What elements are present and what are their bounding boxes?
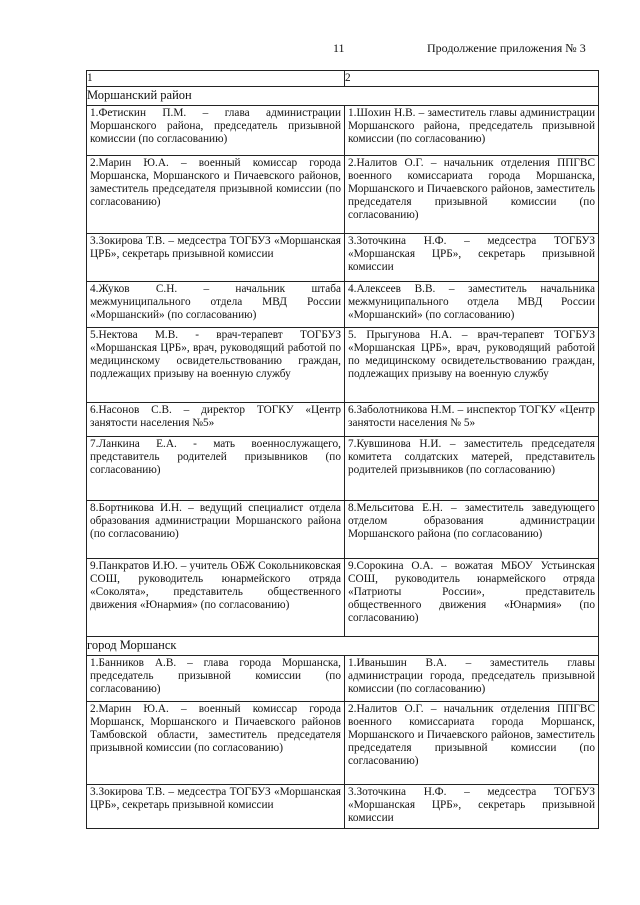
main-member-cell: 5.Нектова М.В. - врач-терапевт ТОГБУЗ «Моршанская ЦРБ», врач, руководящий работой по медицинскому освидетельствованию граждан, подлежащих призыву на военную службу (87, 328, 345, 403)
table-row (87, 656, 599, 702)
reserve-member-cell: 3.Зоточкина Н.Ф. – медсестра ТОГБУЗ «Моршанская ЦРБ», секретарь призывной комиссии (345, 234, 599, 282)
section-title-morshansky-district: Моршанский район (87, 87, 599, 106)
table-row (87, 702, 599, 785)
main-member-cell: 2.Марин Ю.А. – военный комиссар города Моршанск, Моршанского и Пичаевского районов Тамбовской области, заместитель председателя призывной комиссии (по согласованию) (87, 702, 345, 785)
reserve-member-cell: 3.Зоточкина Н.Ф. – медсестра ТОГБУЗ «Моршанская ЦРБ», секретарь призывной комиссии (345, 785, 599, 829)
main-member-cell: 9.Панкратов И.Ю. – учитель ОБЖ Сокольниковская СОШ, руководитель юнармейского отряда «Соколята», представитель общественного движения «Юнармия» (по согласованию) (87, 559, 345, 637)
reserve-member-cell: 8.Мельситова Е.Н. – заместитель заведующего отделом образования администрации Моршанского района (по согласованию) (345, 501, 599, 559)
table-row (87, 559, 599, 637)
commission-table (86, 70, 599, 829)
table-row (87, 328, 599, 403)
table-row (87, 156, 599, 234)
section-row (87, 637, 599, 656)
reserve-member-cell: 5. Прыгунова Н.А. – врач-терапевт ТОГБУЗ «Моршанская ЦРБ», врач, руководящий работой по медицинскому освидетельствованию граждан, подлежащих призыву на военную службу (345, 328, 599, 403)
main-member-cell: 8.Бортникова И.Н. – ведущий специалист отдела образования администрации Моршанского района (по согласованию) (87, 501, 345, 559)
reserve-member-cell: 2.Налитов О.Г. – начальник отделения ППГВС военного комиссариата города Моршанска, Моршанского и Пичаевского районов, заместитель председателя призывной комиссии (по согласованию) (345, 156, 599, 234)
section-title-morshansk-city: город Моршанск (87, 637, 599, 656)
column-header-row (87, 71, 599, 87)
main-member-cell: 2.Марин Ю.А. – военный комиссар города Моршанска, Моршанского и Пичаевского районов, заместитель председателя призывной комиссии (по согласованию) (87, 156, 345, 234)
reserve-member-cell: 1.Иваньшин В.А. – заместитель главы администрации города, председатель призывной комиссии (по согласованию) (345, 656, 599, 702)
table-row (87, 437, 599, 501)
reserve-member-cell: 9.Сорокина О.А. – вожатая МБОУ Устьинская СОШ, руководитель юнармейского отряда «Патриоты России», представитель общественного движения «Юнармия» (по согласованию) (345, 559, 599, 637)
table-row (87, 106, 599, 156)
main-member-cell: 4.Жуков С.Н. – начальник штаба межмуниципального отдела МВД России «Моршанский» (по согласованию) (87, 282, 345, 328)
reserve-member-cell: 6.Заболотникова Н.М. – инспектор ТОГКУ «Центр занятости населения № 5» (345, 403, 599, 437)
main-member-cell: 1.Банников А.В. – глава города Моршанска, председатель призывной комиссии (по согласованию) (87, 656, 345, 702)
column-header-2: 2 (345, 71, 599, 87)
table-row (87, 403, 599, 437)
main-member-cell: 3.Зокирова Т.В. – медсестра ТОГБУЗ «Моршанская ЦРБ», секретарь призывной комиссии (87, 785, 345, 829)
table-row (87, 234, 599, 282)
continuation-label: Продолжение приложения № 3 (427, 41, 586, 55)
page-number: 11 (333, 41, 345, 55)
reserve-member-cell: 1.Шохин Н.В. – заместитель главы администрации Моршанского района, председатель призывной комиссии (по согласованию) (345, 106, 599, 156)
column-header-1: 1 (87, 71, 345, 87)
reserve-member-cell: 4.Алексеев В.В. – заместитель начальника межмуниципального отдела МВД России «Моршанский» (по согласованию) (345, 282, 599, 328)
main-member-cell: 6.Насонов С.В. – директор ТОГКУ «Центр занятости населения №5» (87, 403, 345, 437)
table-row (87, 785, 599, 829)
main-member-cell: 7.Ланкина Е.А. - мать военнослужащего, представитель родителей призывников (по согласованию) (87, 437, 345, 501)
reserve-member-cell: 7.Кувшинова Н.И. – заместитель председателя комитета солдатских матерей, представитель родителей призывников (по согласованию) (345, 437, 599, 501)
main-member-cell: 1.Фетискин П.М. – глава администрации Моршанского района, председатель призывной комиссии (по согласованию) (87, 106, 345, 156)
table-row (87, 501, 599, 559)
section-row (87, 87, 599, 106)
table-row (87, 282, 599, 328)
main-member-cell: 3.Зокирова Т.В. – медсестра ТОГБУЗ «Моршанская ЦРБ», секретарь призывной комиссии (87, 234, 345, 282)
reserve-member-cell: 2.Налитов О.Г. – начальник отделения ППГВС военного комиссариата города Моршанск, Моршанского и Пичаевского районов, заместитель председателя призывной комиссии (по согласованию) (345, 702, 599, 785)
